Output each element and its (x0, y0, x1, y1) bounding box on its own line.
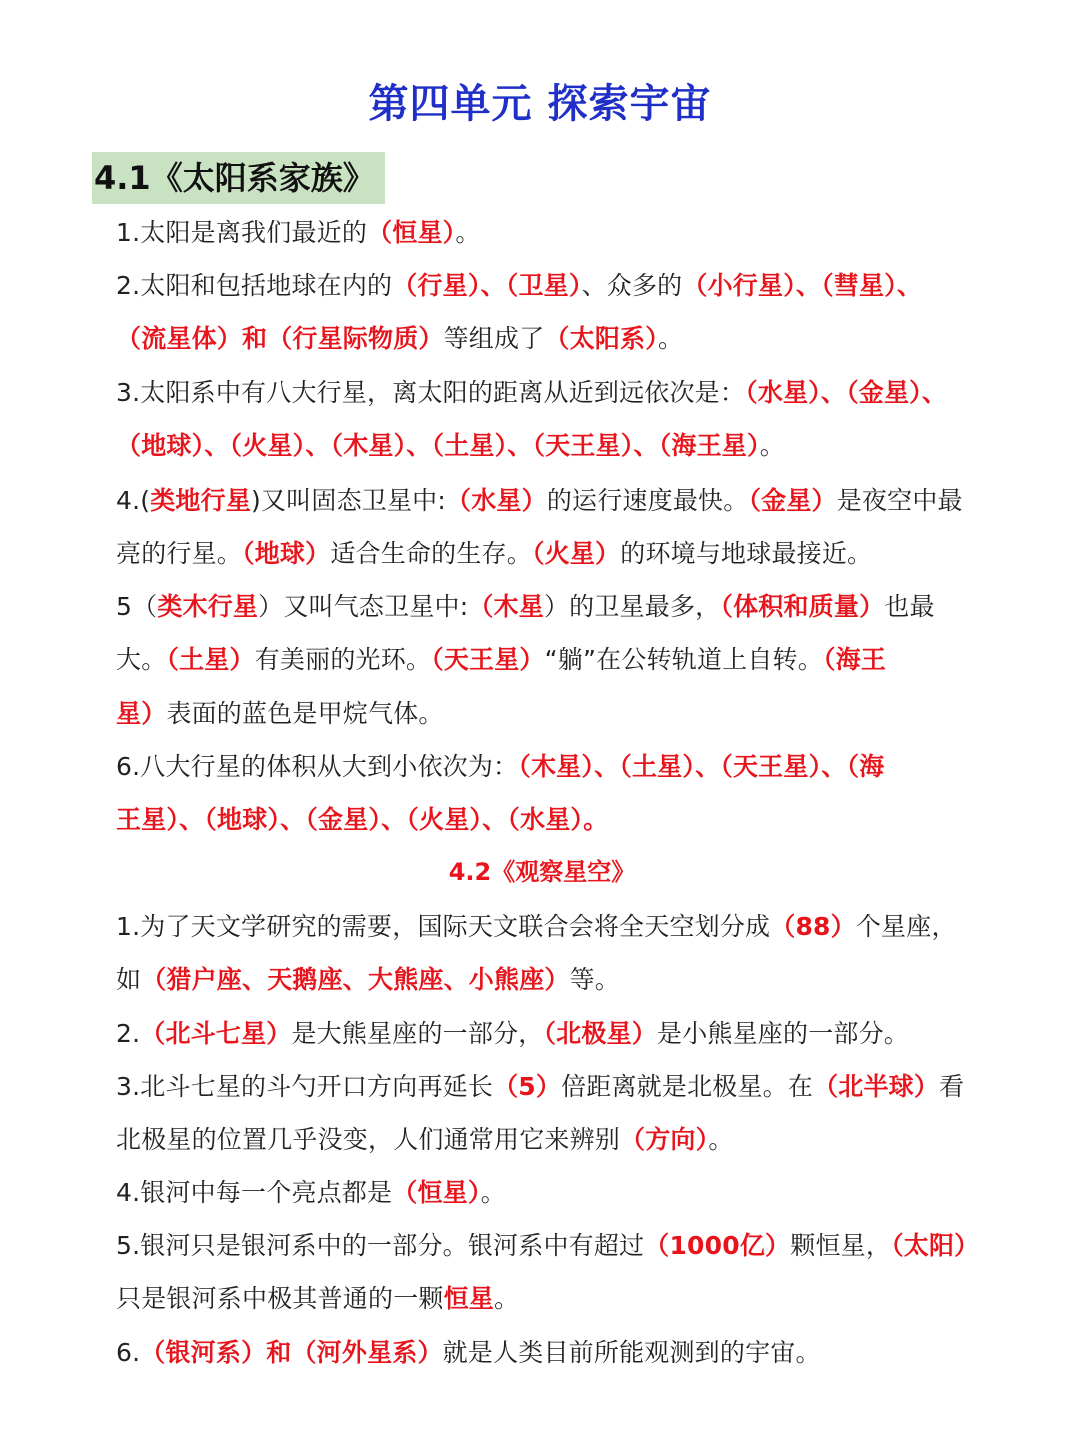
page-title: 第四单元 探索宇宙 (368, 81, 712, 127)
item-4-1-5 (116, 580, 996, 740)
body-text: 北极星的位置几乎没变，人们通常用它来辨别 (116, 1125, 621, 1155)
answer-text: 类地行星 (150, 486, 252, 515)
body-text: 亮的行星。 (116, 539, 243, 569)
body-text: 3.太阳系中有八大行星，离太阳的距离从近到远依次是： (116, 378, 746, 407)
body-text: 适合生命的生存。 (330, 539, 532, 569)
body-text: 是夜空中最 (836, 486, 963, 515)
answer-text: （太阳系） (544, 324, 658, 354)
body-text: “躺”在公转轨道上自转。 (544, 645, 823, 675)
answer-text: （火星） (531, 539, 621, 569)
text-line (116, 687, 996, 740)
answer-text: （恒星） (367, 218, 456, 247)
answer-text: （金星） (748, 486, 837, 515)
answer-text: 王星）、（地球）、（金星）、（火星）、（水星）。 (116, 805, 609, 835)
body-text: 1.为了天文学研究的需要，国际天文联合会将全天空划分成 (116, 912, 771, 941)
body-text: 4.( (116, 486, 151, 515)
body-text: 就是人类目前所能观测到的宇宙。 (442, 1338, 821, 1367)
text-line (116, 206, 996, 259)
text-line (116, 1272, 996, 1325)
answer-text: （地球） (242, 539, 331, 569)
answer-text: 类木行星 (157, 592, 259, 621)
answer-text: （行星）、（卫星） (392, 271, 582, 300)
answer-text: （银河系）和（河外星系） (140, 1338, 443, 1367)
body-text: 4.银河中每一个亮点都是 (116, 1178, 393, 1207)
answer-text: （土星） (166, 645, 255, 675)
text-line (116, 953, 996, 1006)
answer-text: （水星） (446, 486, 547, 515)
body-text: 有美丽的光环。 (254, 645, 432, 675)
body-text: 。 (759, 431, 785, 461)
answer-text: （北极星） (543, 1019, 657, 1048)
text-line (116, 900, 996, 953)
answer-text: （地球）、（火星）、（木星）、（土星）、（天王星）、（海王星） (116, 431, 760, 461)
body-text: ）又叫气态卫星中: (258, 592, 469, 621)
answer-text: 恒星 (443, 1284, 495, 1314)
text-line (116, 474, 996, 527)
item-4-2-3 (116, 1060, 996, 1167)
item-4-1-1 (116, 206, 996, 259)
answer-text: （体积和质量） (720, 592, 885, 621)
body-text: 颗恒星， (790, 1231, 892, 1260)
text-line (116, 1113, 996, 1166)
answer-text: （1000亿） (644, 1231, 791, 1260)
answer-text: （猎户座、天鹅座、大熊座、小熊座） (141, 965, 570, 995)
text-line (116, 366, 996, 419)
answer-text: （水星）、（金星）、 (745, 378, 948, 407)
item-4-2-5 (116, 1219, 996, 1326)
text-line (116, 1060, 996, 1113)
body-text: 如 (116, 965, 142, 995)
text-line (116, 580, 996, 633)
body-text: 个星座， (855, 912, 957, 941)
body-text: 2. (116, 1019, 141, 1048)
body-text: )又叫固态卫星中: (251, 486, 447, 515)
body-text: 看 (939, 1072, 965, 1101)
answer-text: （5） (493, 1072, 562, 1101)
text-line (116, 633, 996, 686)
text-line (116, 419, 996, 472)
item-4-1-4 (116, 474, 996, 581)
body-text: 。 (657, 324, 684, 354)
item-4-2-1 (116, 900, 996, 1007)
answer-text: （太阳） (891, 1231, 980, 1260)
body-text: 等。 (569, 965, 621, 995)
body-text: 6. (116, 1338, 141, 1367)
body-text: 6.八大行星的体积从大到小依次为： (116, 752, 519, 781)
item-4-1-2 (116, 259, 996, 366)
item-4-2-6 (116, 1326, 996, 1379)
answer-text: （北斗七星） (140, 1019, 292, 1048)
answer-text: （海王 (822, 645, 887, 675)
answer-text: （北半球） (813, 1072, 940, 1101)
item-4-2-2 (116, 1007, 996, 1060)
body-text: 。 (494, 1284, 520, 1314)
text-line (116, 1326, 996, 1379)
answer-text: （流星体）和（行星际物质） (116, 324, 444, 354)
body-text: 表面的蓝色是甲烷气体。 (166, 698, 444, 728)
body-text: 1.太阳是离我们最近的 (116, 218, 368, 247)
section-heading-4-1: 4.1《太阳系家族》 (92, 152, 385, 204)
answer-text: （方向） (620, 1125, 709, 1155)
body-text: 5.银河只是银河系中的一部分。银河系中有超过 (116, 1231, 645, 1260)
text-line (116, 312, 996, 365)
body-text: 3.北斗七星的斗勺开口方向再延长 (116, 1072, 494, 1101)
item-4-2-4 (116, 1166, 996, 1219)
answer-text: （木星 (468, 592, 544, 621)
body-text: 倍距离就是北极星。在 (561, 1072, 814, 1101)
section-heading-4-2: 4.2《观察星空》 (448, 858, 636, 886)
answer-text: 星） (116, 698, 167, 728)
text-line (116, 1166, 996, 1219)
item-4-1-3 (116, 366, 996, 473)
body-text: ）的卫星最多， (543, 592, 721, 621)
body-text: 5（ (116, 592, 158, 621)
answer-text: （木星）、（土星）、（天王星）、（海 (518, 752, 885, 781)
text-line (116, 1007, 996, 1060)
body-text: 大。 (116, 645, 167, 675)
body-text: 、众多的 (581, 271, 683, 300)
answer-text: （88） (770, 912, 856, 941)
body-text: 2.太阳和包括地球在内的 (116, 271, 393, 300)
body-text: 也最 (884, 592, 935, 621)
text-line (116, 740, 996, 793)
answer-text: （小行星）、（彗星）、 (682, 271, 923, 300)
text-line (116, 527, 996, 580)
text-line (116, 1219, 996, 1272)
item-4-1-6 (116, 740, 996, 847)
body-text: 等组成了 (443, 324, 545, 354)
answer-text: （恒星） (392, 1178, 481, 1207)
answer-text: （天王星） (431, 645, 545, 675)
body-text: 只是银河系中极其普通的一颗 (116, 1284, 444, 1314)
body-text: 的环境与地球最接近。 (620, 539, 873, 569)
body-text: 。 (708, 1125, 734, 1155)
body-text: 是小熊星座的一部分。 (657, 1019, 910, 1048)
text-line (116, 793, 996, 846)
body-text: 是大熊星座的一部分， (291, 1019, 544, 1048)
body-text: 的运行速度最快。 (546, 486, 749, 515)
body-text: 。 (455, 218, 481, 247)
text-line (116, 259, 996, 312)
body-text: 。 (480, 1178, 506, 1207)
